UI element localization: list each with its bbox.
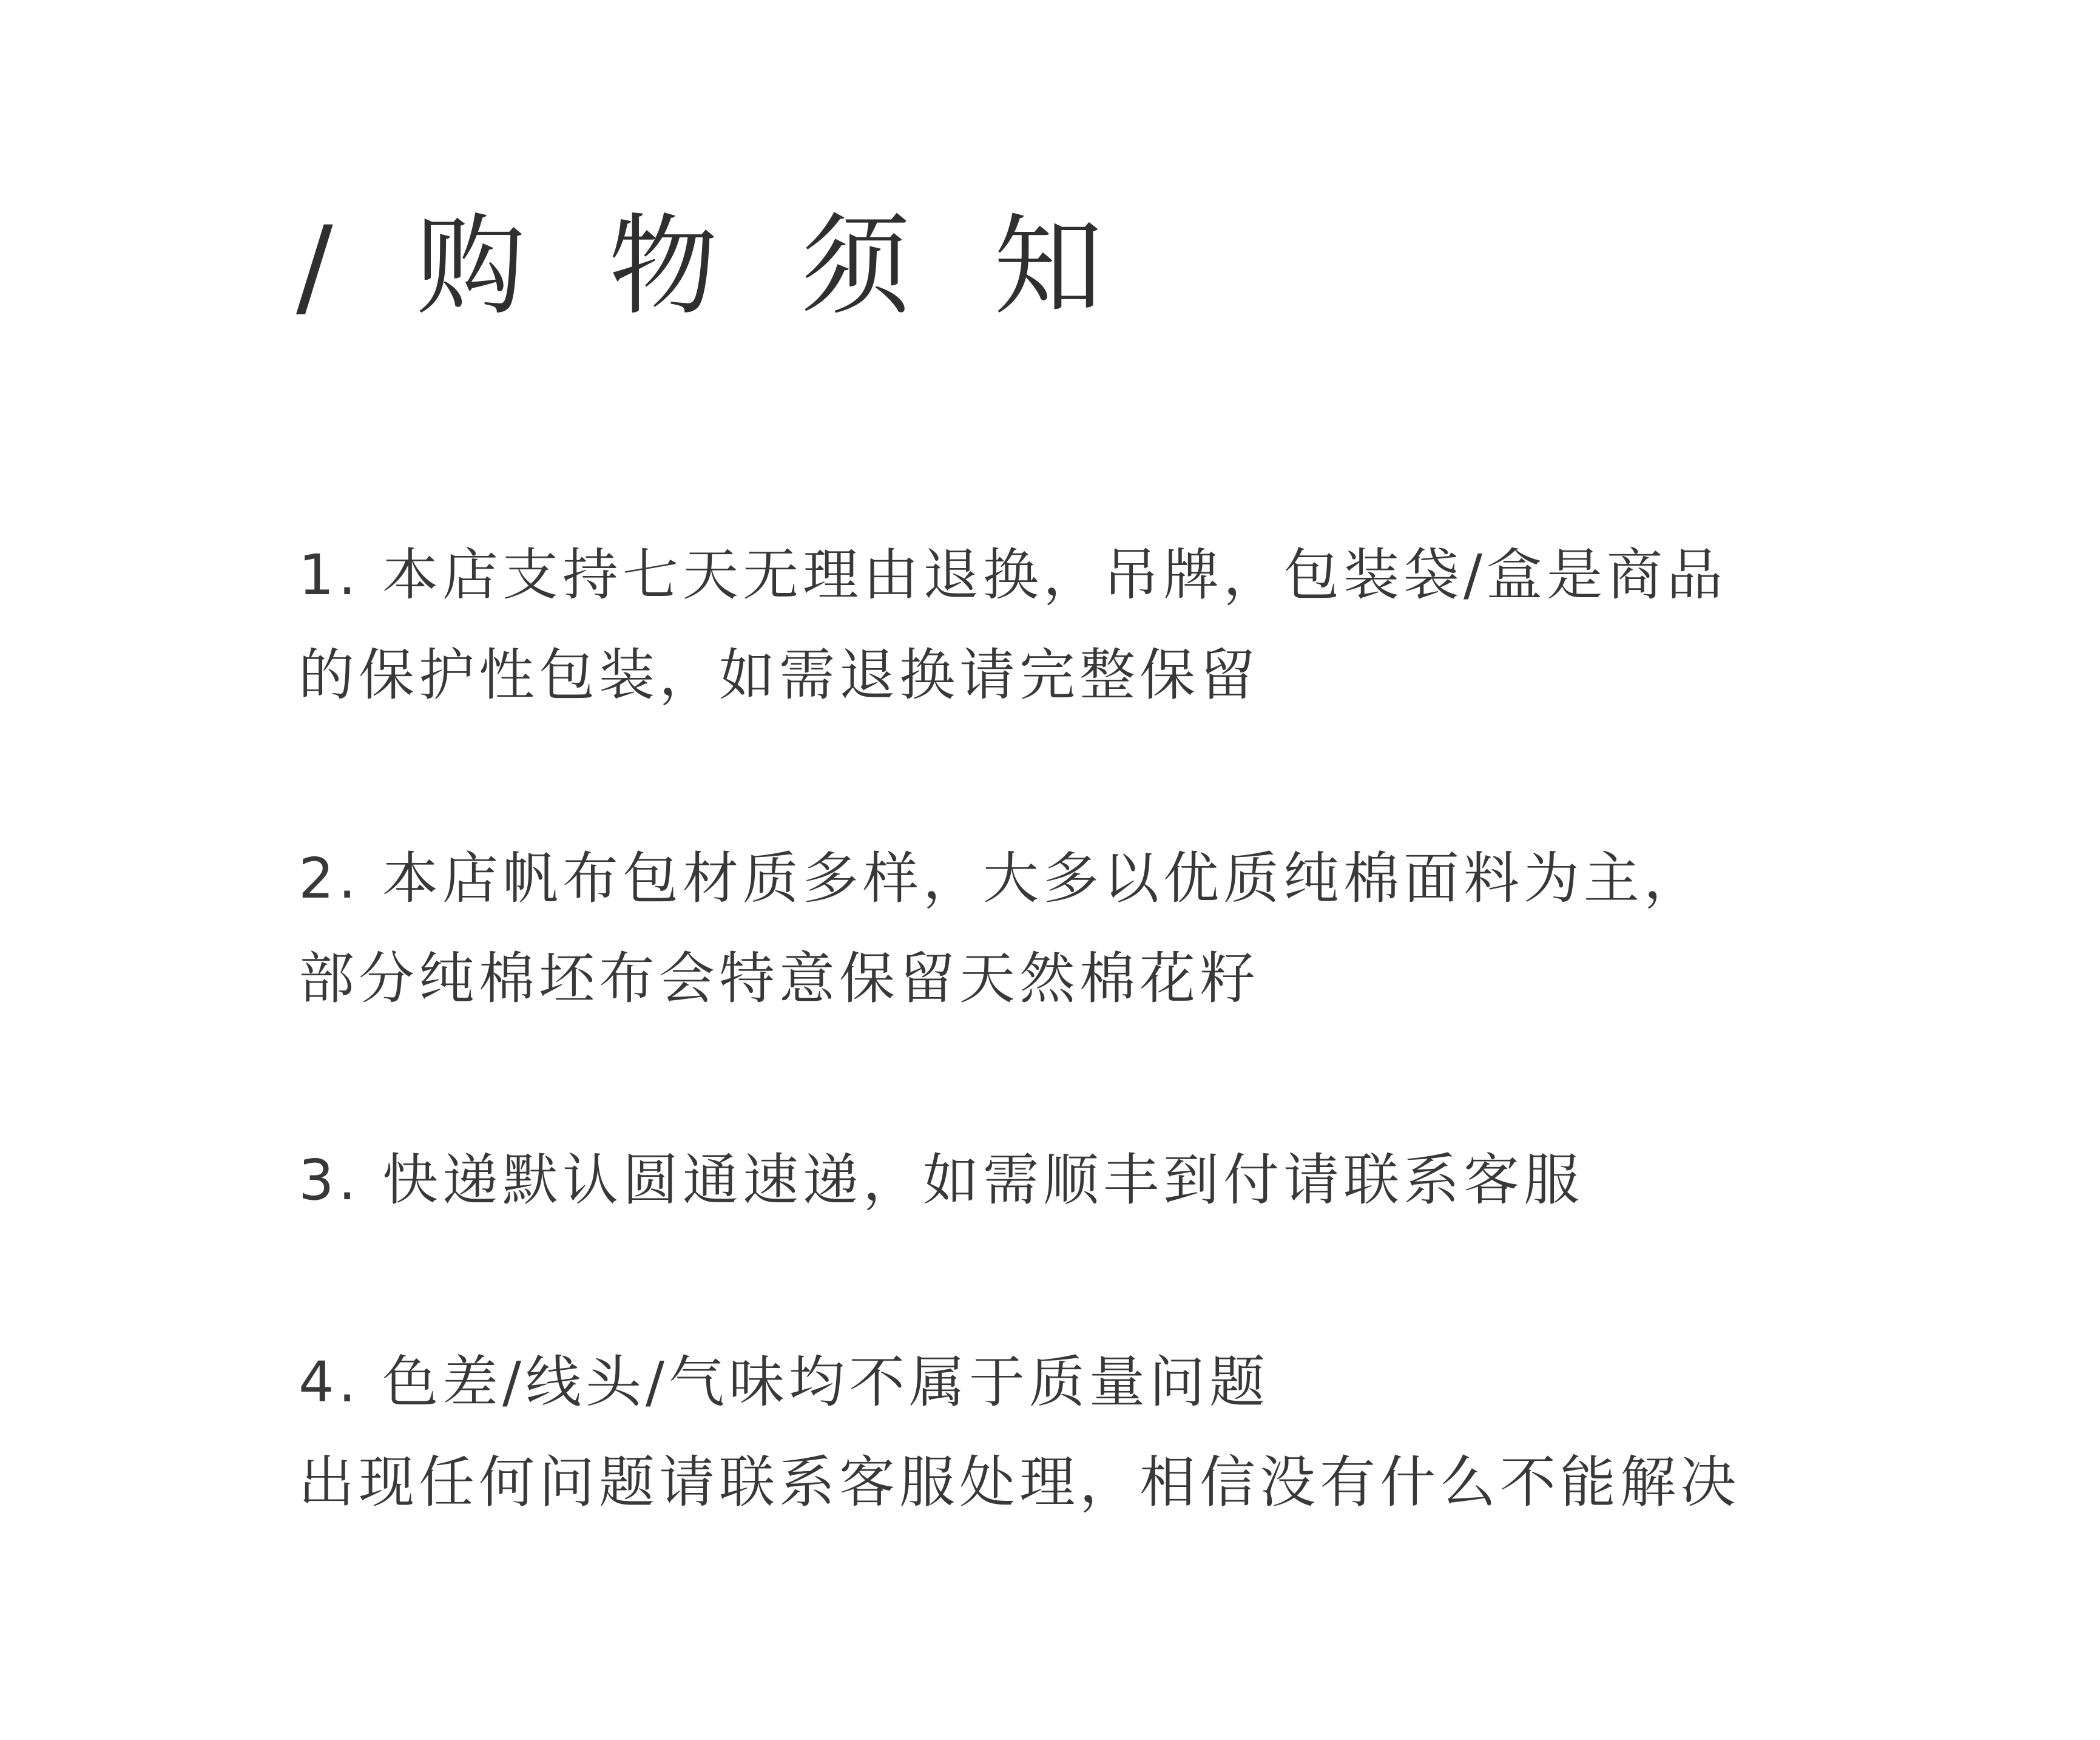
notice-item-3-line-1: 3. 快递默认圆通速递，如需顺丰到付请联系客服 [299,1148,1584,1213]
page-title: / 购 物 须 知 [296,203,1127,330]
notice-item-2-line-1: 2. 本店帆布包材质多样，大多以优质纯棉面料为主， [299,846,1704,911]
notice-item-1-line-1: 1. 本店支持七天无理由退换，吊牌，包装袋/盒是商品 [299,543,1727,608]
notice-item-2 [299,828,1704,1029]
notice-item-1 [299,525,1727,725]
notice-item-1-line-2: 的保护性包装，如需退换请完整保留 [299,643,1260,708]
notice-item-3 [299,1130,1584,1230]
notice-item-4 [299,1332,1740,1532]
notice-item-2-line-2: 部分纯棉坯布会特意保留天然棉花籽 [299,946,1260,1011]
notice-item-4-line-2: 出现任何问题请联系客服处理，相信没有什么不能解决 [299,1450,1741,1515]
notice-item-4-line-1: 4. 色差/线头/气味均不属于质量问题 [299,1350,1270,1415]
